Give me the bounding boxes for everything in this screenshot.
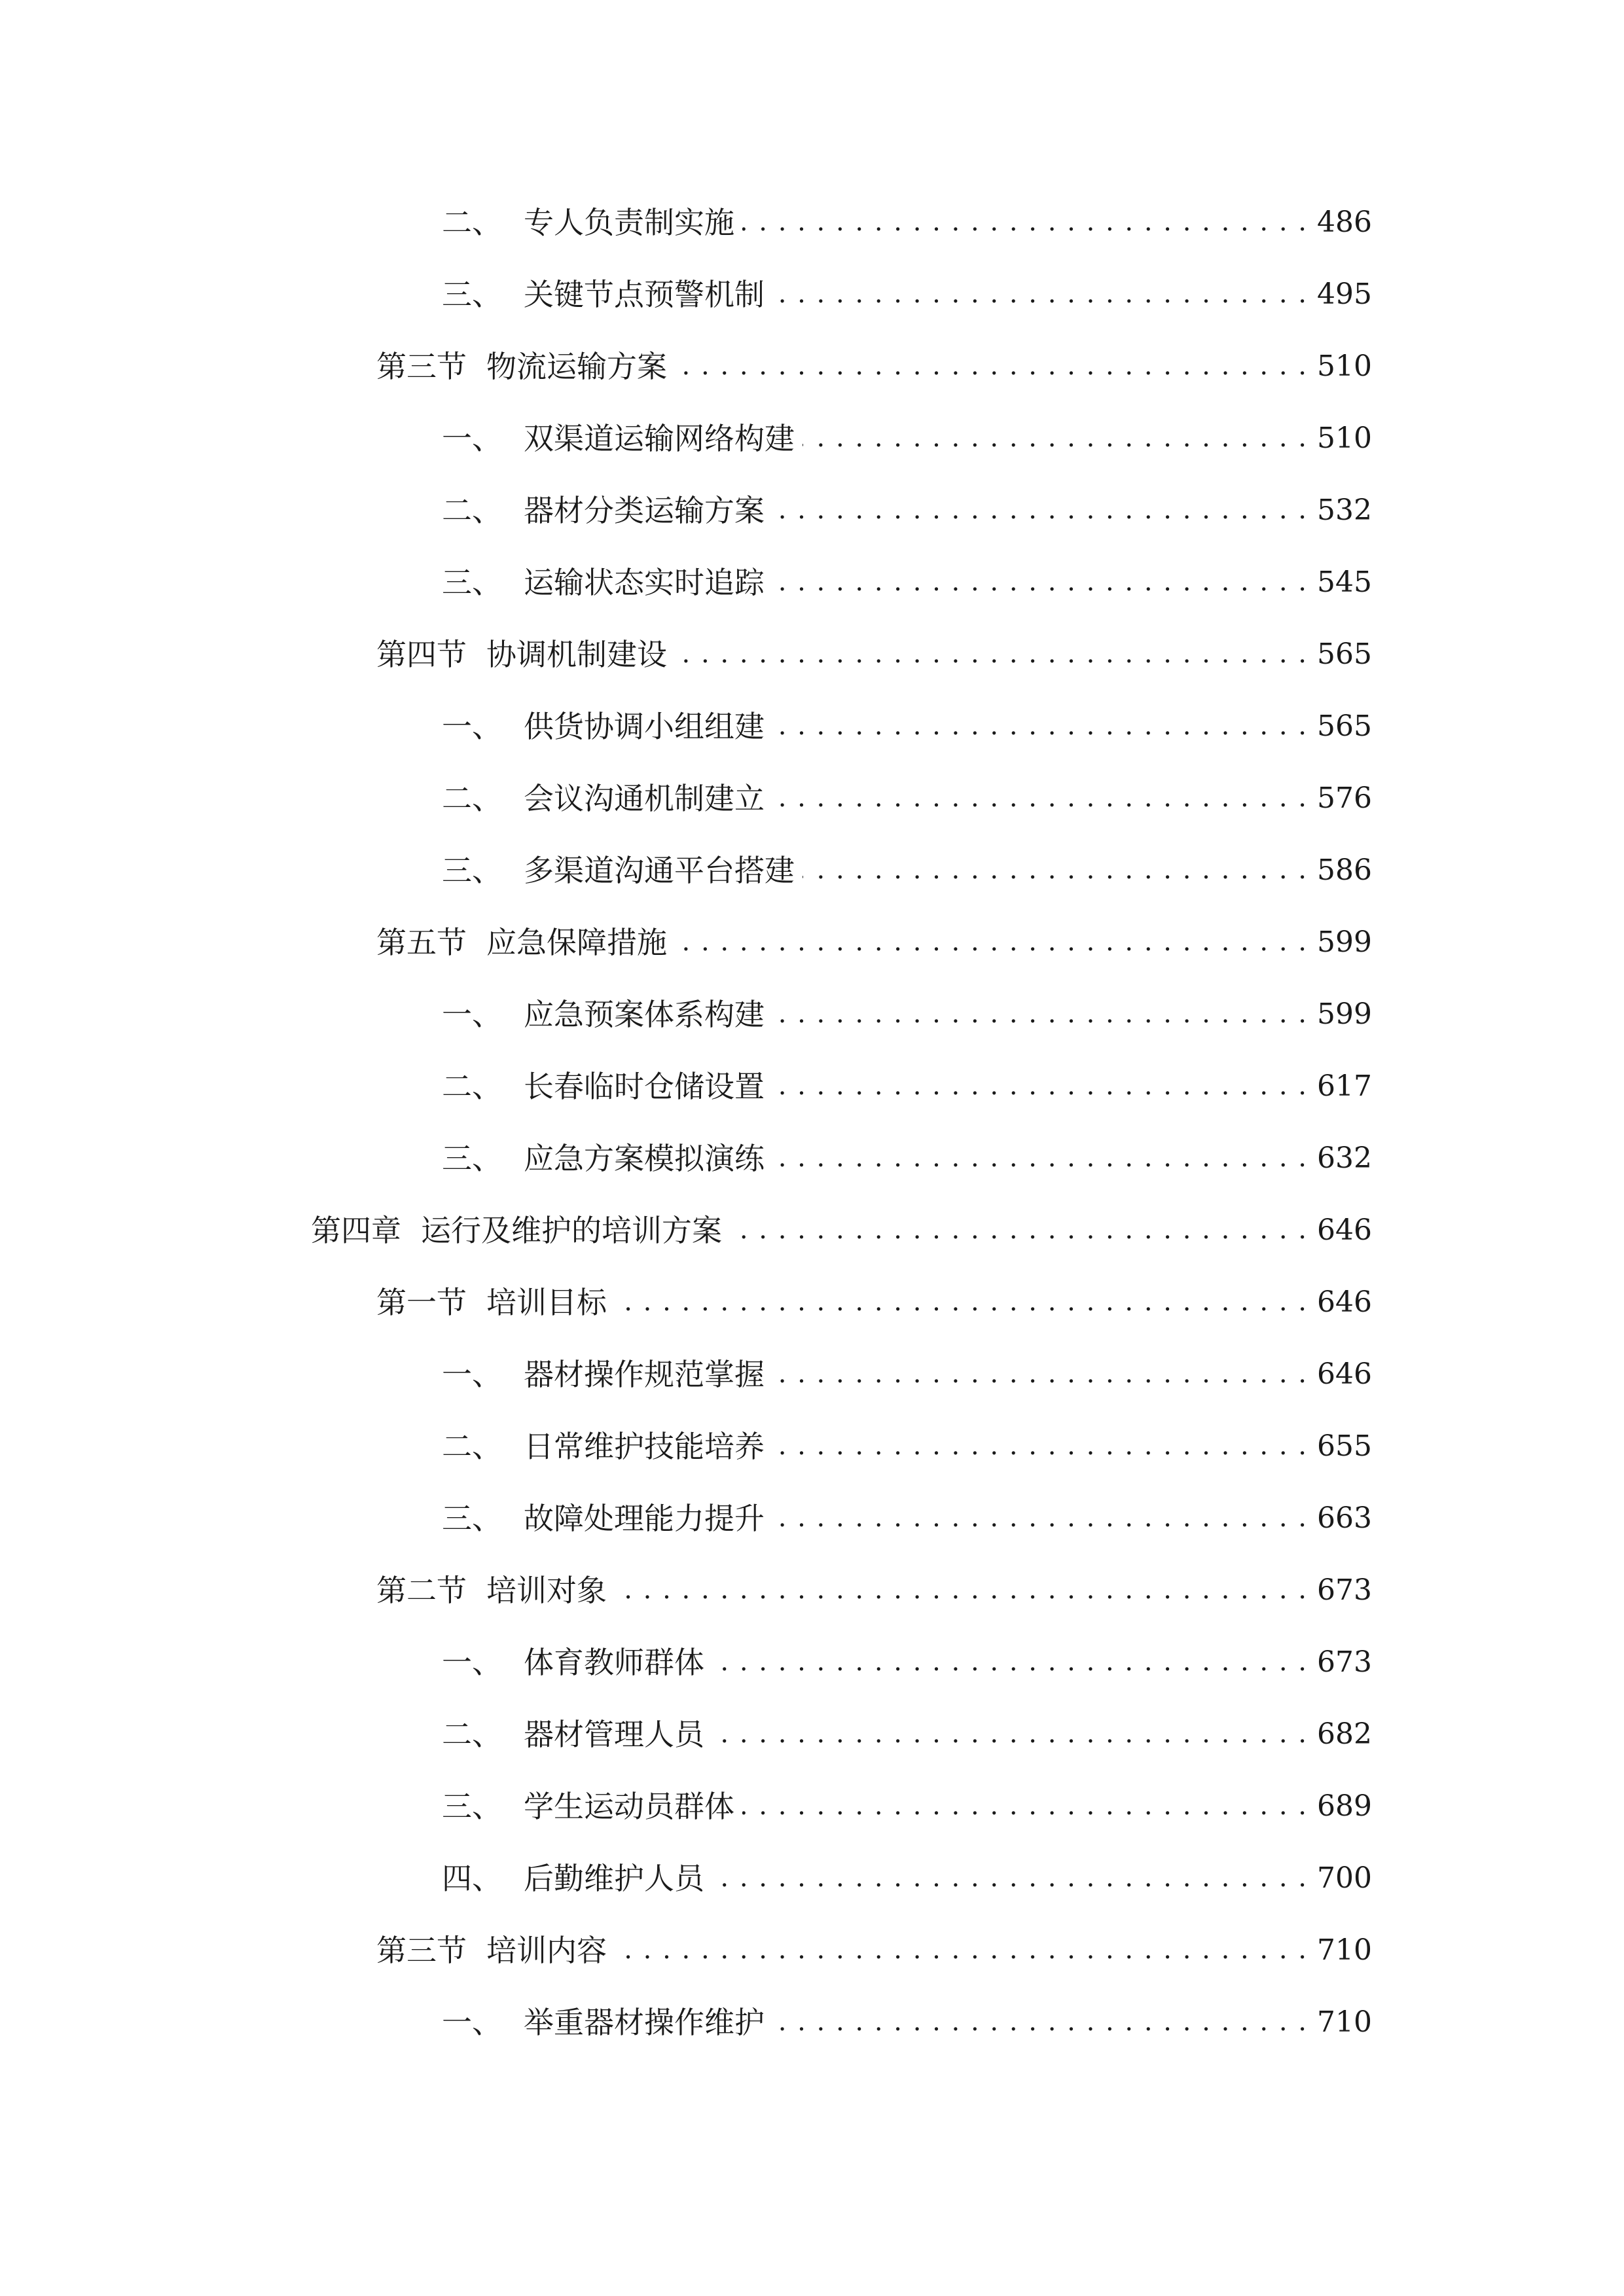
toc-dot-leader — [803, 855, 1308, 886]
toc-entry-title: 协调机制建设 — [486, 637, 667, 672]
toc-entry-title: 培训目标 — [486, 1285, 607, 1320]
toc-entry-number: 一、 — [442, 1357, 502, 1392]
toc-dot-leader — [742, 207, 1308, 238]
toc-entry-section[interactable] — [0, 331, 1624, 403]
toc-entry-number: 第四章 — [311, 1213, 401, 1248]
table-of-contents — [0, 187, 1624, 2058]
toc-entry-number: 二、 — [442, 205, 502, 240]
toc-entry-page-number: 700 — [1317, 1861, 1372, 1895]
toc-entry-page-number: 632 — [1317, 1141, 1372, 1175]
toc-entry-page-number: 599 — [1317, 997, 1372, 1031]
toc-entry-number: 二、 — [442, 781, 502, 816]
toc-dot-leader — [712, 1647, 1308, 1677]
toc-entry-section[interactable] — [0, 906, 1624, 978]
toc-entry-title: 运行及维护的培训方案 — [421, 1213, 722, 1248]
toc-entry-section[interactable] — [0, 1266, 1624, 1338]
toc-entry-item[interactable] — [0, 978, 1624, 1050]
toc-entry-page-number: 565 — [1317, 637, 1372, 671]
toc-entry-item[interactable] — [0, 1626, 1624, 1698]
toc-entry-page-number: 565 — [1317, 709, 1372, 743]
toc-entry-number: 第三节 — [376, 1933, 467, 1968]
toc-entry-item[interactable] — [0, 1482, 1624, 1554]
toc-dot-leader — [615, 1575, 1308, 1605]
toc-entry-number: 一、 — [442, 997, 502, 1032]
toc-entry-number: 二、 — [442, 493, 502, 528]
toc-entry-page-number: 710 — [1317, 2005, 1372, 2039]
toc-entry-title: 举重器材操作维护 — [524, 2005, 765, 2040]
toc-entry-page-number: 486 — [1317, 206, 1372, 239]
toc-entry-number: 第五节 — [376, 925, 467, 960]
toc-entry-number: 三、 — [442, 853, 502, 888]
toc-entry-page-number: 710 — [1317, 1933, 1372, 1967]
toc-entry-section[interactable] — [0, 1554, 1624, 1626]
toc-entry-number: 三、 — [442, 1141, 502, 1176]
toc-entry-item[interactable] — [0, 547, 1624, 619]
toc-entry-title: 会议沟通机制建立 — [524, 781, 765, 816]
toc-entry-item[interactable] — [0, 1770, 1624, 1842]
toc-entry-number: 第一节 — [376, 1285, 467, 1320]
toc-entry-item[interactable] — [0, 762, 1624, 834]
toc-dot-leader — [772, 1431, 1308, 1462]
toc-entry-page-number: 663 — [1317, 1501, 1372, 1535]
toc-entry-title: 应急预案体系构建 — [524, 997, 765, 1032]
toc-entry-title: 学生运动员群体 — [524, 1789, 734, 1824]
toc-dot-leader — [772, 2007, 1308, 2037]
toc-dot-leader — [772, 1071, 1308, 1102]
toc-dot-leader — [742, 1791, 1308, 1821]
toc-entry-title: 应急方案模拟演练 — [524, 1141, 765, 1176]
toc-entry-page-number: 599 — [1317, 925, 1372, 959]
toc-entry-title: 长春临时仓储设置 — [524, 1069, 765, 1104]
toc-dot-leader — [615, 1935, 1308, 1965]
toc-dot-leader — [675, 927, 1308, 958]
toc-entry-item[interactable] — [0, 403, 1624, 475]
toc-entry-item[interactable] — [0, 1050, 1624, 1122]
toc-entry-title: 应急保障措施 — [486, 925, 667, 960]
toc-entry-number: 一、 — [442, 421, 502, 456]
toc-entry-item[interactable] — [0, 1338, 1624, 1410]
toc-dot-leader — [772, 1143, 1308, 1174]
toc-entry-number: 第三节 — [376, 349, 467, 384]
toc-entry-title: 培训内容 — [486, 1933, 607, 1968]
toc-entry-title: 关键节点预警机制 — [524, 277, 765, 312]
toc-entry-item[interactable] — [0, 187, 1624, 259]
toc-entry-page-number: 646 — [1317, 1357, 1372, 1391]
toc-entry-title: 故障处理能力提升 — [524, 1501, 765, 1536]
toc-entry-number: 三、 — [442, 1789, 502, 1824]
toc-entry-page-number: 545 — [1317, 565, 1372, 599]
toc-entry-title: 供货协调小组组建 — [524, 709, 765, 744]
toc-entry-item[interactable] — [0, 1122, 1624, 1194]
toc-entry-page-number: 646 — [1317, 1213, 1372, 1247]
toc-entry-title: 日常维护技能培养 — [524, 1429, 765, 1464]
toc-entry-page-number: 586 — [1317, 853, 1372, 887]
toc-entry-page-number: 495 — [1317, 278, 1372, 311]
toc-entry-title: 多渠道沟通平台搭建 — [524, 853, 795, 888]
toc-entry-page-number: 576 — [1317, 781, 1372, 815]
toc-dot-leader — [712, 1719, 1308, 1749]
toc-dot-leader — [803, 423, 1308, 454]
toc-entry-item[interactable] — [0, 1842, 1624, 1914]
toc-entry-page-number: 617 — [1317, 1069, 1372, 1103]
toc-entry-item[interactable] — [0, 691, 1624, 762]
toc-entry-title: 专人负责制实施 — [524, 205, 734, 240]
toc-entry-page-number: 673 — [1317, 1573, 1372, 1607]
toc-entry-chapter[interactable] — [0, 1194, 1624, 1266]
toc-dot-leader — [772, 1503, 1308, 1534]
toc-entry-number: 第二节 — [376, 1573, 467, 1608]
toc-dot-leader — [730, 1215, 1308, 1246]
toc-entry-title: 体育教师群体 — [524, 1645, 704, 1680]
toc-entry-title: 器材操作规范掌握 — [524, 1357, 765, 1392]
toc-entry-page-number: 682 — [1317, 1717, 1372, 1751]
toc-entry-title: 物流运输方案 — [486, 349, 667, 384]
toc-dot-leader — [772, 279, 1308, 310]
toc-entry-item[interactable] — [0, 259, 1624, 331]
toc-entry-number: 四、 — [442, 1861, 502, 1896]
toc-dot-leader — [772, 711, 1308, 742]
toc-entry-title: 培训对象 — [486, 1573, 607, 1608]
toc-dot-leader — [772, 1359, 1308, 1390]
toc-entry-page-number: 655 — [1317, 1429, 1372, 1463]
toc-entry-number: 三、 — [442, 277, 502, 312]
toc-entry-item[interactable] — [0, 475, 1624, 547]
toc-entry-number: 一、 — [442, 2005, 502, 2040]
toc-entry-page-number: 673 — [1317, 1645, 1372, 1679]
toc-dot-leader — [675, 351, 1308, 382]
toc-entry-title: 双渠道运输网络构建 — [524, 421, 795, 456]
toc-entry-number: 第四节 — [376, 637, 467, 672]
toc-entry-item[interactable] — [0, 1986, 1624, 2058]
toc-entry-item[interactable] — [0, 1410, 1624, 1482]
toc-dot-leader — [772, 567, 1308, 598]
toc-entry-number: 一、 — [442, 1645, 502, 1680]
toc-entry-number: 三、 — [442, 565, 502, 600]
toc-entry-title: 器材管理人员 — [524, 1717, 704, 1752]
toc-entry-number: 二、 — [442, 1429, 502, 1464]
toc-entry-page-number: 510 — [1317, 422, 1372, 455]
toc-entry-section[interactable] — [0, 1914, 1624, 1986]
toc-entry-page-number: 510 — [1317, 350, 1372, 383]
toc-entry-item[interactable] — [0, 1698, 1624, 1770]
toc-entry-title: 后勤维护人员 — [524, 1861, 704, 1896]
toc-entry-section[interactable] — [0, 619, 1624, 691]
toc-entry-item[interactable] — [0, 834, 1624, 906]
toc-entry-page-number: 532 — [1317, 493, 1372, 527]
toc-entry-number: 二、 — [442, 1717, 502, 1752]
toc-dot-leader — [675, 639, 1308, 670]
toc-entry-number: 二、 — [442, 1069, 502, 1104]
toc-dot-leader — [712, 1863, 1308, 1893]
toc-dot-leader — [615, 1287, 1308, 1318]
toc-dot-leader — [772, 783, 1308, 814]
toc-entry-title: 运输状态实时追踪 — [524, 565, 765, 600]
toc-entry-title: 器材分类运输方案 — [524, 493, 765, 528]
toc-entry-page-number: 689 — [1317, 1789, 1372, 1823]
toc-entry-number: 三、 — [442, 1501, 502, 1536]
toc-dot-leader — [772, 495, 1308, 526]
toc-dot-leader — [772, 999, 1308, 1030]
toc-entry-page-number: 646 — [1317, 1285, 1372, 1319]
toc-entry-number: 一、 — [442, 709, 502, 744]
